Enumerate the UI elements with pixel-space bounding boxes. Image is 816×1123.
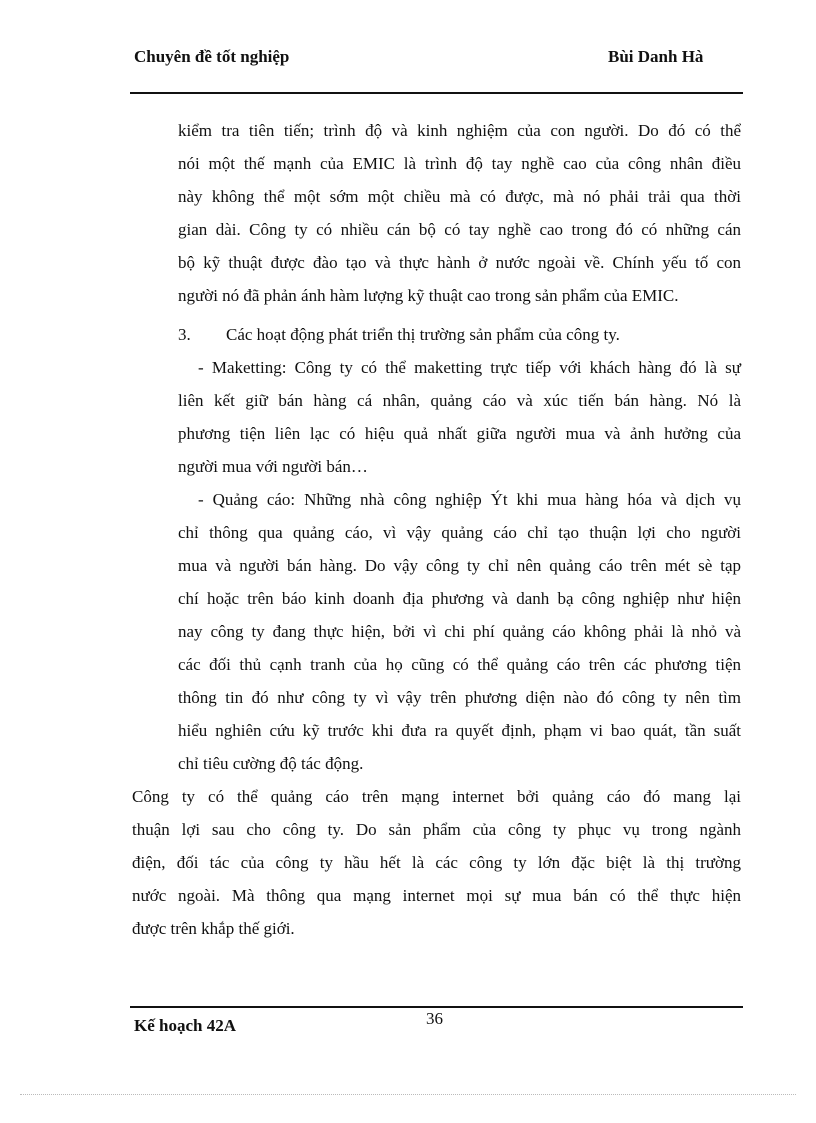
section-heading — [178, 318, 741, 351]
text-line: được trên khắp thế giới. — [132, 919, 295, 938]
header-author: Bùi Danh Hà — [608, 47, 704, 66]
text-line: người mua với người bán… — [178, 457, 368, 476]
text-line: - Maketting: Công ty có thể maketting trực tiếp với khách hàng đó là sự — [198, 358, 741, 377]
text-line: nước ngoài. Mà thông qua mạng internet mọi sự mua bán có thể thực hiện — [132, 886, 741, 905]
header-title: Chuyên đề tốt nghiệp — [134, 47, 290, 66]
text-line: các đối thủ cạnh tranh của họ cũng có thể quảng cáo trên các phương tiện — [178, 655, 741, 674]
text-line: nói một thế mạnh của EMIC là trình độ tay nghề cao của công nhân điều — [178, 154, 741, 173]
text-line: chí hoặc trên báo kinh doanh địa phương và danh bạ công nghiệp như hiện — [178, 589, 741, 608]
text-line: kiểm tra tiên tiến; trình độ và kinh nghiệm của con người. Do đó có thể — [178, 121, 741, 140]
footer-class: Kế hoạch 42A — [134, 1016, 236, 1035]
paragraph-skills — [178, 114, 741, 312]
text-line: thông tin đó như công ty vì vậy trên phương diện nào đó công ty nên tìm — [178, 688, 741, 707]
text-line: người nó đã phản ánh hàm lượng kỹ thuật cao trong sản phẩm của EMIC. — [178, 286, 679, 305]
text-line: nay công ty đang thực hiện, bởi vì chi phí quảng cáo không phải là nhỏ và — [178, 622, 741, 641]
page-bottom-edge — [20, 1094, 796, 1095]
page-number: 36 — [426, 1009, 443, 1028]
text-line: điện, đối tác của công ty hầu hết là các công ty lớn đặc biệt là thị trường — [132, 853, 741, 872]
paragraph-marketing — [178, 351, 741, 483]
text-line: mua và người bán hàng. Do vậy công ty chỉ nên quảng cáo trên mét sè tạp — [178, 556, 741, 575]
text-line: chỉ tiêu cường độ tác động. — [178, 754, 364, 773]
paragraph-internet — [132, 780, 741, 945]
text-line: thuận lợi sau cho công ty. Do sản phẩm của công ty phục vụ trong ngành — [132, 820, 741, 839]
section-title: Các hoạt động phát triển thị trường sản phẩm của công ty. — [226, 325, 620, 344]
section-number: 3. — [178, 325, 191, 344]
text-line: chỉ thông qua quảng cáo, vì vậy quảng cáo chỉ tạo thuận lợi cho người — [178, 523, 741, 542]
text-line: bộ kỹ thuật được đào tạo và thực hành ở nước ngoài về. Chính yếu tố con — [178, 253, 741, 272]
footer-divider — [130, 1006, 743, 1008]
text-line: Công ty có thể quảng cáo trên mạng internet bởi quảng cáo đó mang lại — [132, 787, 741, 806]
paragraph-advertising — [178, 483, 741, 780]
text-line: phương tiện liên lạc có hiệu quả nhất giữa người mua và ảnh hưởng của — [178, 424, 741, 443]
text-line: - Quảng cáo: Những nhà công nghiệp Ýt khi mua hàng hóa và dịch vụ — [198, 490, 741, 509]
text-line: này không thể một sớm một chiều mà có được, mà nó phải trải qua thời — [178, 187, 741, 206]
text-line: gian dài. Công ty có nhiều cán bộ có tay nghề cao trong đó có những cán — [178, 220, 741, 239]
header-divider — [130, 92, 743, 94]
text-line: hiểu nghiên cứu kỹ trước khi đưa ra quyết định, phạm vi bao quát, tần suất — [178, 721, 741, 740]
document-body — [132, 114, 741, 945]
text-line: liên kết giữ bán hàng cá nhân, quảng cáo và xúc tiến bán hàng. Nó là — [178, 391, 741, 410]
